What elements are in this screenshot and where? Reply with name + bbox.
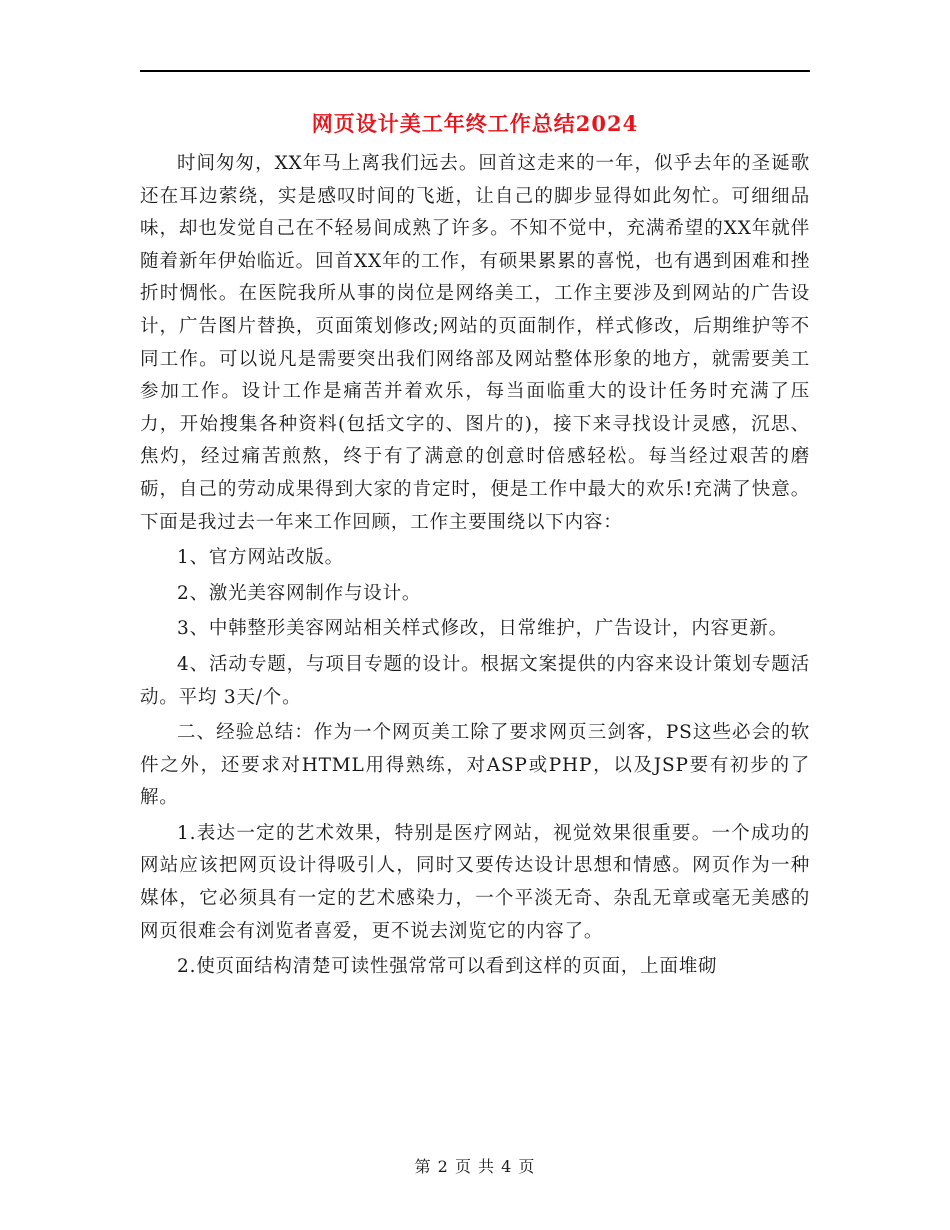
paragraph-point-1: 1.表达一定的艺术效果，特别是医疗网站，视觉效果很重要。一个成功的网站应该把网页设计得吸引人，同时又要传达设计思想和情感。网页作为一种媒体，它必须具有一定的艺术感染力，一个平淡无奇、杂乱无章或毫无美感的网页很难会有浏览者喜爱，更不说去浏览它的内容了。: [140, 822, 810, 942]
document-title: 网页设计美工年终工作总结2024: [311, 111, 639, 136]
paragraph-point-2: 2.使页面结构清楚可读性强常常可以看到这样的页面，上面堆砌: [177, 956, 718, 978]
paragraph-experience-summary: 二、经验总结：作为一个网页美工除了要求网页三剑客，PS这些必会的软件之外，还要求对HTML用得熟练，对ASP或PHP，以及JSP要有初步的了解。: [140, 722, 810, 809]
list-item-3: 3、中韩整形美容网站相关样式修改，日常维护，广告设计，内容更新。: [177, 618, 788, 640]
header-rule: [140, 70, 810, 72]
paragraph-intro: 时间匆匆，XX年马上离我们远去。回首这走来的一年，似乎去年的圣诞歌还在耳边萦绕，实是感叹时间的飞逝，让自己的脚步显得如此匆忙。可细细品味，却也发觉自己在不轻易间成熟了许多。不知不觉中，充满希望的XX年就伴随着新年伊始临近。回首XX年的工作，有硕果累累的喜悦，也有遇到困难和挫折时惆怅。在医院我所从事的岗位是网络美工，工作主要涉及到网站的广告设计，广告图片替换，页面策划修改;网站的页面制作，样式修改，后期维护等不同工作。可以说凡是需要突出我们网络部及网站整体形象的地方，就需要美工参加工作。设计工作是痛苦并着欢乐，每当面临重大的设计任务时充满了压力，开始搜集各种资料(包括文字的、图片的)，接下来寻找设计灵感，沉思、焦灼，经过痛苦煎熬，终于有了满意的创意时倍感轻松。每当经过艰苦的磨砺，自己的劳动成果得到大家的肯定时，便是工作中最大的欢乐!充满了快意。下面是我过去一年来工作回顾，工作主要围绕以下内容：: [140, 153, 810, 533]
document-body: [140, 148, 810, 984]
list-item-2: 2、激光美容网制作与设计。: [177, 582, 422, 604]
list-item-4: 4、活动专题，与项目专题的设计。根据文案提供的内容来设计策划专题活动。平均 3天/个。: [140, 653, 810, 708]
page-number-footer: 第 2 页 共 4 页: [414, 1157, 536, 1176]
list-item-1: 1、官方网站改版。: [177, 547, 344, 569]
